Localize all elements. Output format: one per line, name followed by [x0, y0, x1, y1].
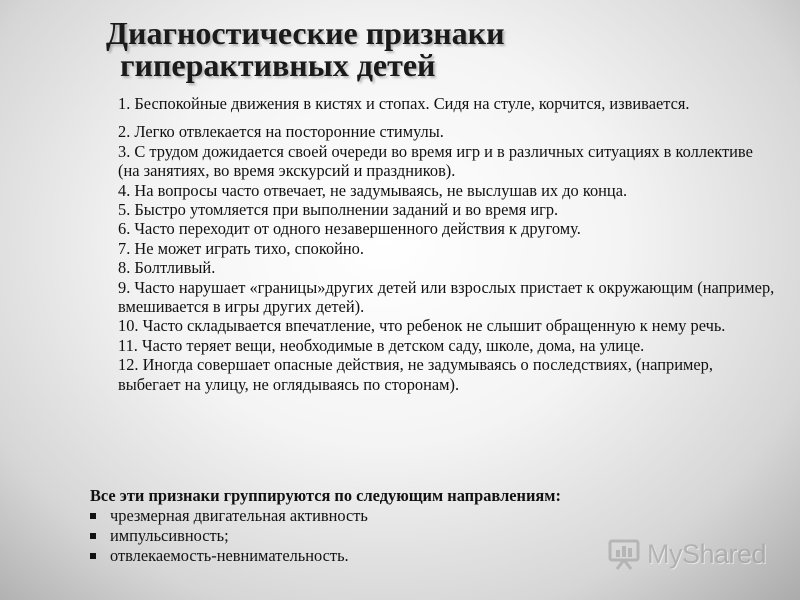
square-bullet-icon: [90, 553, 96, 559]
square-bullet-icon: [90, 533, 96, 539]
sign-item: 3. С трудом дожидается своей очереди во время игр и в различных ситуациях в коллективе (на занятиях, во время экскурсий и праздников).: [118, 141, 753, 181]
square-bullet-icon: [90, 513, 96, 519]
slide-title: [106, 17, 706, 81]
watermark-text: MyShared: [647, 538, 767, 569]
bullet-item: [90, 506, 780, 526]
sign-item: 10. Часто складывается впечатление, что ребенок не слышит обращенную к нему речь.: [118, 316, 726, 336]
sign-item: 12. Иногда совершает опасные действия, не задумываясь о последствиях, (например, выбегает на улицу, не оглядываясь по сторонам).: [118, 355, 713, 394]
sign-item: 4. На вопросы часто отвечает, не задумываясь, не выслушав их до конца.: [118, 180, 628, 200]
bullet-text: чрезмерная двигательная активность: [110, 506, 368, 525]
sign-item: 9. Часто нарушает «границы»других детей или взрослых пристает к окружающим (например, вмешивается в игры других детей).: [118, 277, 775, 317]
signs-list: [118, 94, 778, 394]
summary-heading: Все эти признаки группируются по следующим направлениям:: [90, 486, 561, 505]
bullet-text: отвлекаемость-невнимательность.: [110, 546, 349, 565]
sign-item: 6. Часто переходит от одного незавершенного действия к другому.: [118, 219, 581, 239]
sign-item: 8. Болтливый.: [118, 258, 216, 278]
sign-item: 5. Быстро утомляется при выполнении заданий и во время игр.: [118, 200, 559, 220]
bullet-text: импульсивность;: [110, 526, 229, 545]
sign-item: 1. Беспокойные движения в кистях и стопах. Сидя на стуле, корчится, извивается.: [118, 94, 690, 113]
sign-item: 11. Часто теряет вещи, необходимые в детском саду, школе, дома, на улице.: [118, 335, 645, 355]
sign-item: 2. Легко отвлекается на посторонние стимулы.: [118, 122, 444, 142]
title-line-1: Диагностические признаки: [106, 15, 505, 51]
watermark-logo: [607, 536, 766, 572]
presentation-board-icon: [607, 537, 641, 571]
sign-item: 7. Не может играть тихо, спокойно.: [118, 238, 364, 258]
title-line-2: гиперактивных детей: [120, 47, 436, 83]
